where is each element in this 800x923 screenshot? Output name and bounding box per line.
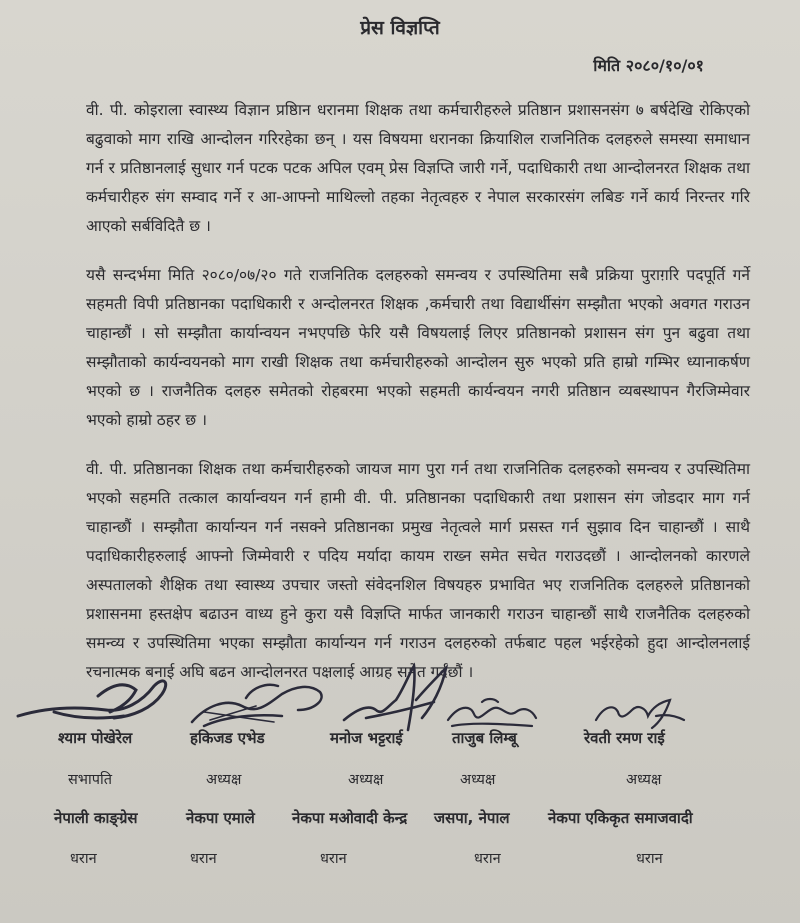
signature-1-image (14, 672, 184, 730)
signatory-4-name: ताजुब लिम्बू (452, 729, 517, 747)
signatory-3-name: मनोज भट्टराई (330, 729, 403, 747)
signatory-5-post: अध्यक्ष (626, 772, 662, 788)
signatory-1-place: धरान (70, 851, 97, 867)
signatory-places-row (0, 848, 800, 872)
document-date: मिति २०८०/१०/०१ (593, 56, 704, 75)
signatory-2-place: धरान (190, 851, 217, 867)
signatory-3-place: धरान (320, 851, 347, 867)
signatory-2-name: हकिजड एभेड (190, 729, 265, 747)
paragraph-3: वी. पी. प्रतिष्ठानका शिक्षक तथा कर्मचारीहरुको जायज माग पुरा गर्न तथा राजनितिक दलहरुको समन्वय र उपस्थितिमा भएको सहमति तत्काल कार्यान्वयन गर्न हामी वी. पी. प्रतिष्ठानका पदाधिकारी तथा प्रशासन संग जोडदार माग गर्न चाहान्छौं । सम्झौता कार्यान्यन गर्न नसक्ने प्रतिष्ठानका प्रमुख नेतृत्वले मार्ग प्रसस्त गर्न सुझाव दिन चाहान्छौं । साथै पदाधिकारीहरुलाई आफ्नो जिम्मेवारी र पदिय मर्यादा कायम राख्न समेत सचेत गराउदछौं । आन्दोलनको कारणले अस्पतालको शैक्षिक तथा स्वास्थ्य उपचार जस्तो संवेदनशिल विषयहरु प्रभावित भए राजनितिक दलहरुले प्रतिष्ठानको प्रशासनमा हस्तक्षेप बढाउन वाध्य हुने कुरा यसै विज्ञप्ति मार्फत जानकारी गराउन चाहान्छौं साथै राजनैतिक दलहरुको समन्व्य र उपस्थितिमा भएका सम्झौता कार्यान्यन गर्न गराउन दलहरुको तर्फबाट पहल भईरहेको हुदा आन्दोलनलाई रचनात्मक बनाई अघि बढन आन्दोलनरत पक्षलाई आग्रह समेत गर्दछौं । (86, 460, 750, 681)
signatory-parties-row (0, 808, 800, 832)
signatory-2-party: नेकपा एमाले (186, 809, 255, 827)
signatory-names-row (0, 728, 800, 752)
signatory-5-place: धरान (636, 851, 663, 867)
paragraph-1: वी. पी. कोइराला स्वास्थ्य विज्ञान प्रष्ठिान धरानमा शिक्षक तथा कर्मचारीहरुले प्रतिष्ठान प्रशासनसंग ७ बर्षदेखि रोकिएको बढुवाको माग राखि आन्दोलन गरिरहेका छन् । यस विषयमा धरानका क्रियाशिल राजनितिक दलहरुले समस्या समाधान गर्न र प्रतिष्ठानलाई सुधार गर्न पटक पटक अपिल एवम् प्रेस विज्ञप्ति जारी गर्ने, पदाधिकारी तथा आन्दोलनरत शिक्षक तथा कर्मचारीहरु संग सम्वाद गर्ने र आ-आफ्नो माथिल्लो तहका नेतृत्वहरु र नेपाल सरकारसंग लबिङ गर्ने कार्य निरन्तर गरि आएको सर्बविदितै छ । (86, 101, 750, 235)
signature-2-image (186, 676, 336, 734)
signatory-2-post: अध्यक्ष (206, 772, 242, 788)
signatory-5-name: रेवती रमण राई (584, 729, 665, 747)
signatory-3-party: नेकपा मओवादी केन्द्र (292, 809, 408, 827)
signatory-3-post: अध्यक्ष (348, 772, 384, 788)
document-body (86, 96, 750, 707)
signatory-posts-row (0, 769, 800, 793)
signatory-1-post: सभापति (68, 772, 113, 788)
paragraph-2: यसै सन्दर्भमा मिति २०८०/०७/२० गते राजनितिक दलहरुको समन्वय र उपस्थितिमा सबै प्रक्रिया पुराग़रि पदपूर्ति गर्ने सहमती विपी प्रतिष्ठानका पदाधिकारी र अन्दोलनरत शिक्षक ,कर्मचारी तथा विद्यार्थीसंग सम्झौता भएको अवगत गराउन चाहान्छौं । सो सम्झौता कार्यान्वयन नभएपछि फेरि यसै विषयलाई लिएर प्रतिष्ठानको प्रशासन संग पुन बढुवा तथा सम्झौताको कार्यन्वयनको माग राखी शिक्षक तथा कर्मचारीहरुको आन्दोलन सुरु भएको प्रति हाम्रो गम्भिर ध्यानाकर्षण भएको छ । राजनैतिक दलहरु समेतको रोहबरमा भएको सहमती कार्यन्वयन नगरी प्रतिष्ठान व्यबस्थापन गैरजिम्मेवार भएको हाम्रो ठहर छ । (86, 266, 750, 429)
signatory-5-party: नेकपा एकिकृत समाजवादी (548, 809, 693, 827)
signatory-4-place: धरान (474, 851, 501, 867)
signatory-4-party: जसपा, नेपाल (434, 809, 510, 827)
document-title: प्रेस विज्ञप्ति (360, 17, 440, 39)
signatory-1-name: श्याम पोखेरेल (58, 729, 133, 747)
signatory-1-party: नेपाली काङ्ग्रेस (54, 809, 138, 827)
signatory-4-post: अध्यक्ष (460, 772, 496, 788)
